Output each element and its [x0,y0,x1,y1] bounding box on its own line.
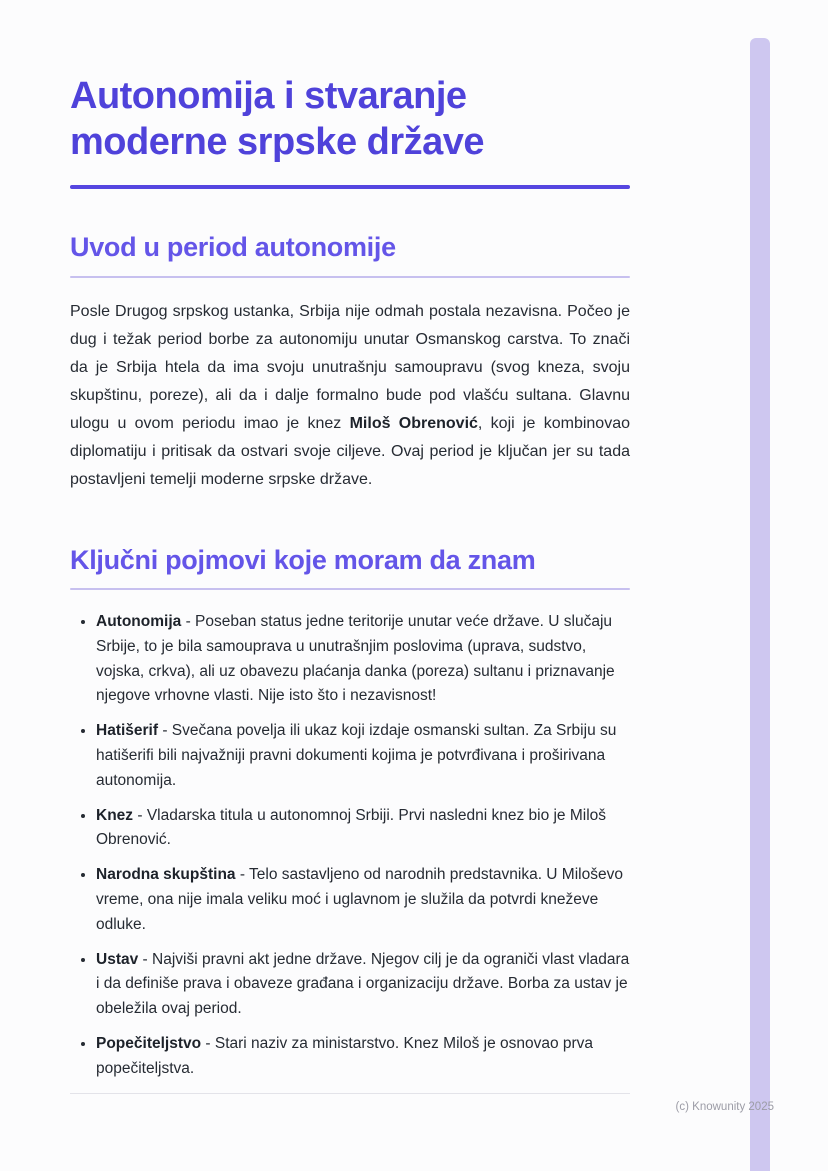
list-item-autonomija [96,610,630,709]
section-divider-intro [70,276,630,278]
term-description: - Najviši pravni akt jedne države. Njegov cilj je da ograniči vlast vladara i da definiše prava i obaveze građana i organizaciju države. Borba za ustav je obeležila ovaj period. [96,950,630,1018]
section-heading-terms: Ključni pojmovi koje moram da znam [70,544,536,575]
terms-list [70,610,630,1082]
section-terms [70,544,630,1082]
term-description: - Vladarska titula u autonomnoj Srbiji. Prvi nasledni knez bio je Miloš Obrenović. [96,806,607,849]
term-label: Hatišerif [96,722,159,740]
list-item-narodna-skupstina [96,863,630,937]
page-content [70,0,630,1092]
page-title: Autonomija i stvaranje moderne srpske države [70,75,485,163]
term-description: - Svečana povelja ili ukaz koji izdaje osmanski sultan. Za Srbiju su hatišerifi bili najvažniji pravni dokumenti kojima je potvrđivana i proširivana autonomija. [96,722,617,789]
intro-paragraph [70,298,630,494]
bold-person-name: Miloš Obrenović [349,414,478,432]
term-description: - Telo sastavljeno od narodnih predstavnika. U Miloševo vreme, ona nije imala veliku moć i uglavnom je služila da potvrdi kneževe odluke. [96,866,623,933]
section-heading-intro: Uvod u period autonomije [70,232,396,263]
term-label: Knez [96,806,134,824]
right-accent-bar [750,38,770,1171]
term-label: Autonomija [96,612,182,630]
term-description: - Poseban status jedne teritorije unutar veće države. U slučaju Srbije, to je bila samouprava u unutrašnjim poslovima (uprava, sudstvo, vojska, crkva), ali uz obavezu plaćanja danka (poreza) sultanu i priznavanje njegove vrhovne vlasti. Nije isto što i nezavisnost! [96,612,615,705]
section-intro [70,231,630,493]
term-label: Ustav [96,950,139,968]
list-item-hatiserif [96,719,630,793]
paragraph-text-before: Posle Drugog srpskog ustanka, Srbija nije odmah postala nezavisna. Počeo je dug i težak period borbe za autonomiju unutar Osmanskog carstva. To znači da je Srbija htela da ima svoju unutrašnju samoupravu (svog kneza, svoju skupštinu, poreze), ali da i dalje formalno bude pod vlašću sultana. Glavnu ulogu u ovom periodu imao je knez [70,302,630,432]
title-divider [70,185,630,189]
section-divider-terms [70,588,630,590]
list-item-knez [96,804,630,854]
footer-divider [70,1093,630,1094]
list-item-ustav [96,948,630,1022]
term-label: Narodna skupština [96,866,236,884]
list-item-popeciteljstvo [96,1032,630,1082]
term-description: - Stari naziv za ministarstvo. Knez Miloš je osnovao prva popečiteljstva. [96,1034,594,1077]
paragraph-text-after: , koji je kombinovao diplomatiju i pritisak da ostvari svoje ciljeve. Ovaj period je ključan jer su tada postavljeni temelji moderne srpske države. [70,414,631,488]
term-label: Popečiteljstvo [96,1034,202,1052]
footer-copyright: (c) Knowunity 2025 [675,1101,774,1113]
